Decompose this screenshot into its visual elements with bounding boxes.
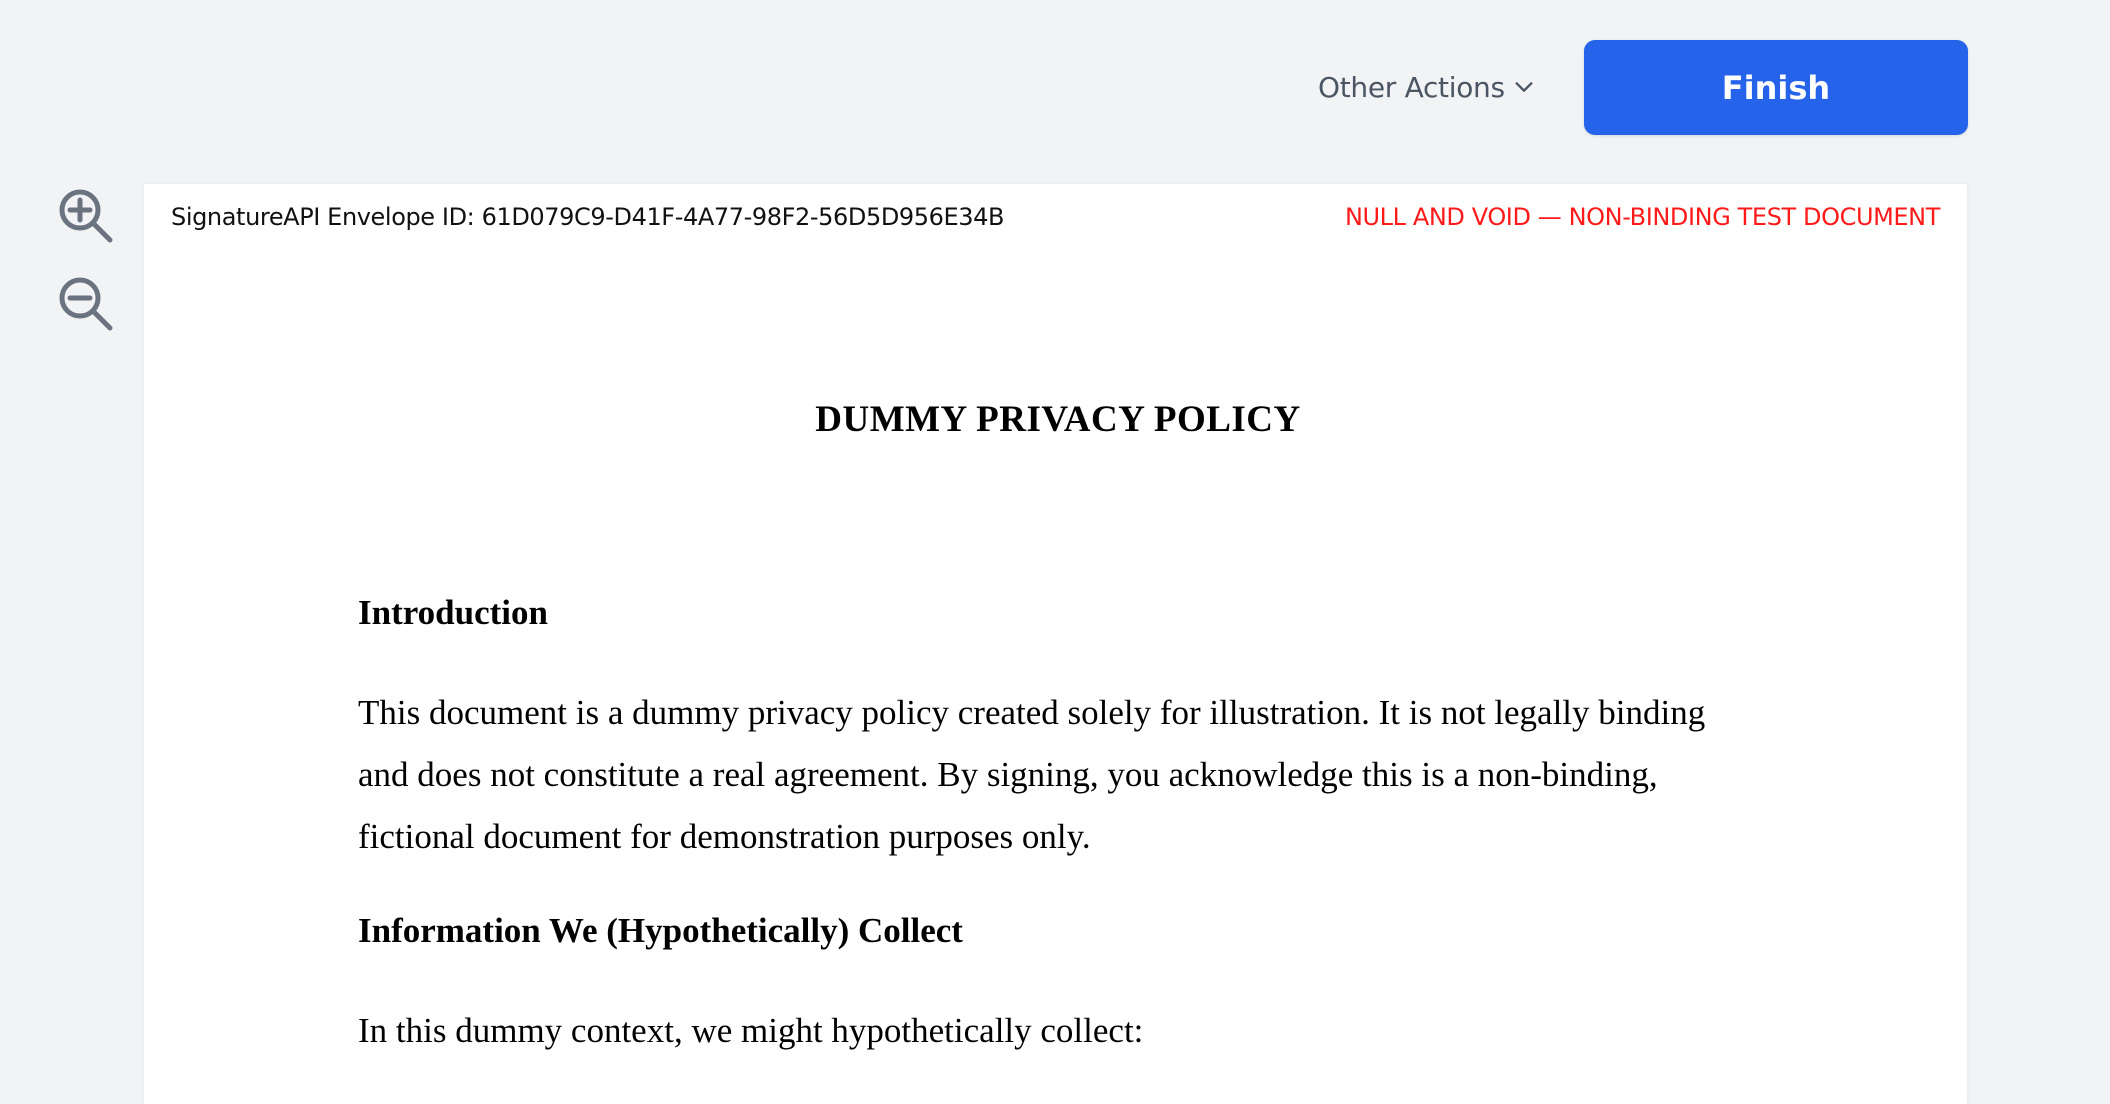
section-body: In this dummy context, we might hypothetically collect: — [358, 1011, 1144, 1050]
other-actions-dropdown[interactable] — [1318, 66, 1535, 108]
document-page — [144, 184, 1967, 1104]
zoom-in-icon — [56, 186, 118, 248]
zoom-out-icon — [56, 274, 118, 336]
void-banner: NULL AND VOID — NON-BINDING TEST DOCUMENT — [1344, 203, 1940, 231]
zoom-out-button[interactable] — [56, 274, 118, 336]
section-body: This document is a dummy privacy policy created solely for illustration. It is not legally binding and does not constitute a real agreement. By signing, you acknowledge this is a non-binding, fictional document for demonstration purposes only. — [358, 693, 1706, 856]
document-title: DUMMY PRIVACY POLICY — [815, 399, 1301, 440]
other-actions-label: Other Actions — [1318, 70, 1505, 104]
top-toolbar — [0, 0, 2110, 160]
envelope-id: SignatureAPI Envelope ID: 61D079C9-D41F-4A77-98F2-56D5D956E34B — [171, 203, 1005, 231]
zoom-in-button[interactable] — [56, 186, 118, 248]
zoom-controls — [56, 186, 120, 362]
chevron-down-icon — [1513, 76, 1535, 98]
finish-button[interactable]: Finish — [1584, 40, 1968, 135]
section-heading: Information We (Hypothetically) Collect — [358, 911, 963, 950]
section-heading: Introduction — [358, 593, 548, 632]
